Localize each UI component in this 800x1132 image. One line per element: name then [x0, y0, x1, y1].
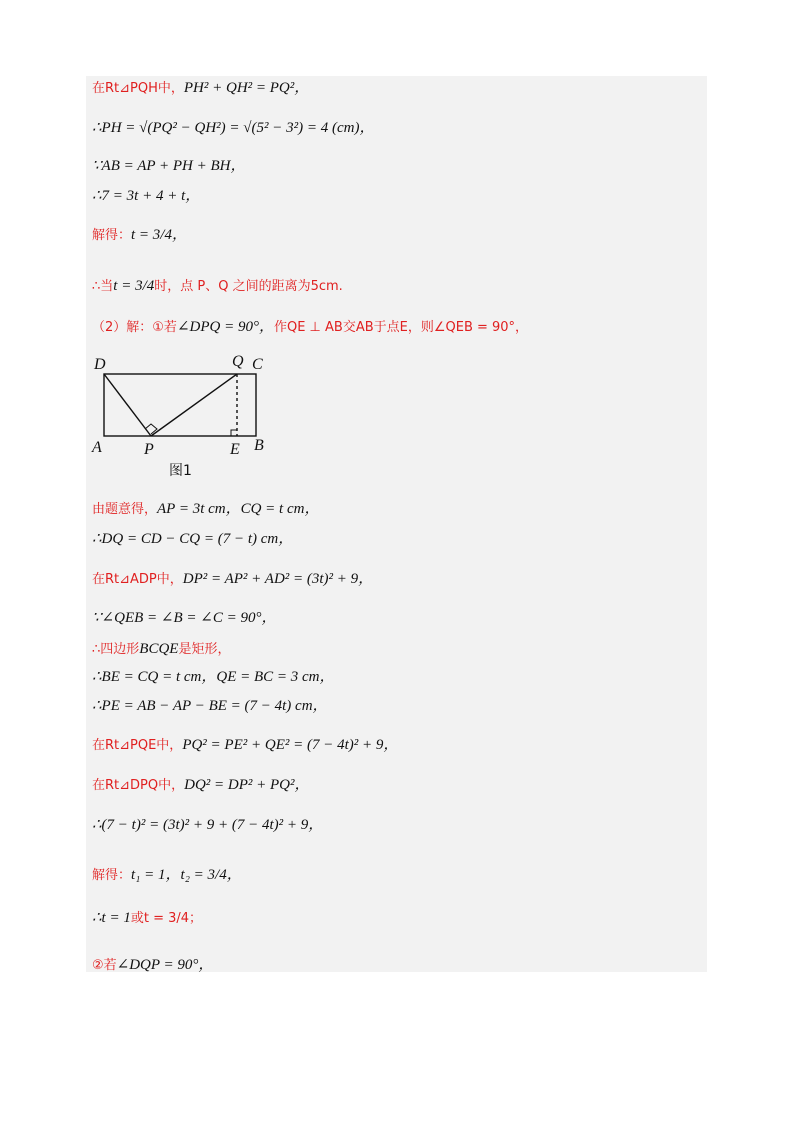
right-angle-mark-e: [231, 430, 237, 436]
line-math: PQ² = PE² + QE² = (7 − 4t)² + 9，: [182, 737, 399, 753]
line-math: ∴7 = 3t + 4 + t，: [92, 188, 201, 204]
line-prefix: 由题意得，: [92, 502, 158, 517]
line-math: t₁ = 1，t₂ = 3/4，: [131, 867, 242, 883]
solution-line: [92, 956, 213, 975]
label-c: C: [252, 356, 263, 373]
line-prefix: ∴四边形: [92, 642, 140, 657]
line-math: ∵AB = AP + PH + BH，: [92, 158, 246, 174]
solution-line: [92, 157, 246, 176]
solution-line: [92, 668, 335, 687]
line-prefix: 在Rt⊿PQH中，: [92, 81, 184, 96]
label-e: E: [230, 441, 240, 458]
line-prefix: 在Rt⊿ADP中，: [92, 572, 183, 587]
line-math: ∵∠QEB = ∠B = ∠C = 90°，: [92, 610, 277, 626]
line-math: BCQE: [139, 641, 179, 657]
line-math: ∴(7 − t)² = (3t)² + 9 + (7 − 4t)² + 9，: [92, 817, 324, 833]
solution-line: [92, 640, 230, 659]
line-math: AP = 3t cm，CQ = t cm，: [157, 501, 320, 517]
solution-line: [92, 187, 200, 206]
label-p: P: [144, 441, 154, 458]
document-page: [86, 76, 707, 972]
solution-line: [92, 530, 293, 549]
solution-line: [92, 909, 202, 928]
line-math: ∠DQP = 90°，: [116, 957, 214, 973]
solution-line: [92, 79, 309, 98]
line-math: ∴t = 1: [92, 910, 131, 926]
line-math: ∴PH = √(PQ² − QH²) = √(5² − 3²) = 4 (cm)，: [92, 120, 375, 136]
line-suffix: 时，点 P、Q 之间的距离为5cm.: [154, 279, 343, 294]
solution-line: [92, 776, 310, 795]
segment-pq: [151, 374, 237, 436]
line-math: DP² = AP² + AD² = (3t)² + 9，: [182, 571, 374, 587]
line-math: PH² + QH² = PQ²，: [183, 80, 310, 96]
segment-dp: [104, 374, 151, 436]
line-suffix: 是矩形，: [178, 642, 231, 657]
solution-line: [92, 500, 319, 519]
line-prefix: 在Rt⊿DPQ中，: [92, 778, 185, 793]
label-q: Q: [232, 353, 244, 370]
figure-caption: 图1: [169, 463, 192, 479]
line-math: ∴DQ = CD − CQ = (7 − t) cm，: [92, 531, 294, 547]
label-b: B: [254, 437, 264, 454]
solution-line: [92, 226, 187, 245]
solution-line: [92, 736, 398, 755]
line-prefix: 在Rt⊿PQE中，: [92, 738, 183, 753]
label-a: A: [92, 439, 102, 456]
label-d: D: [94, 356, 106, 373]
solution-line: [92, 570, 373, 589]
rectangle-diagram: [92, 352, 272, 462]
line-math: ∴BE = CQ = t cm，QE = BC = 3 cm，: [92, 669, 335, 685]
solution-line: [92, 816, 323, 835]
solution-line: [92, 866, 242, 885]
line-suffix: 作QE ⊥ AB交AB于点E，则∠QEB = 90°，: [273, 320, 529, 335]
line-prefix: 解得：: [92, 868, 132, 883]
line-math: DQ² = DP² + PQ²，: [184, 777, 310, 793]
line-prefix: ∴当: [92, 279, 114, 294]
line-math: t = 3/4: [113, 278, 155, 294]
solution-line: [92, 609, 276, 628]
solution-line: [92, 119, 374, 138]
line-math: ∴PE = AB − AP − BE = (7 − 4t) cm，: [92, 698, 328, 714]
line-prefix: （2）解：①若: [92, 320, 177, 335]
line-prefix: 解得：: [92, 228, 132, 243]
solution-line: [92, 697, 328, 716]
solution-line: [92, 277, 343, 296]
line-prefix: ②若: [92, 958, 117, 973]
line-math: t = 3/4，: [131, 227, 187, 243]
figure-1: [92, 352, 272, 482]
line-suffix: 或t = 3/4；: [130, 911, 203, 926]
line-math: ∠DPQ = 90°，: [176, 319, 274, 335]
solution-line: [92, 318, 528, 337]
